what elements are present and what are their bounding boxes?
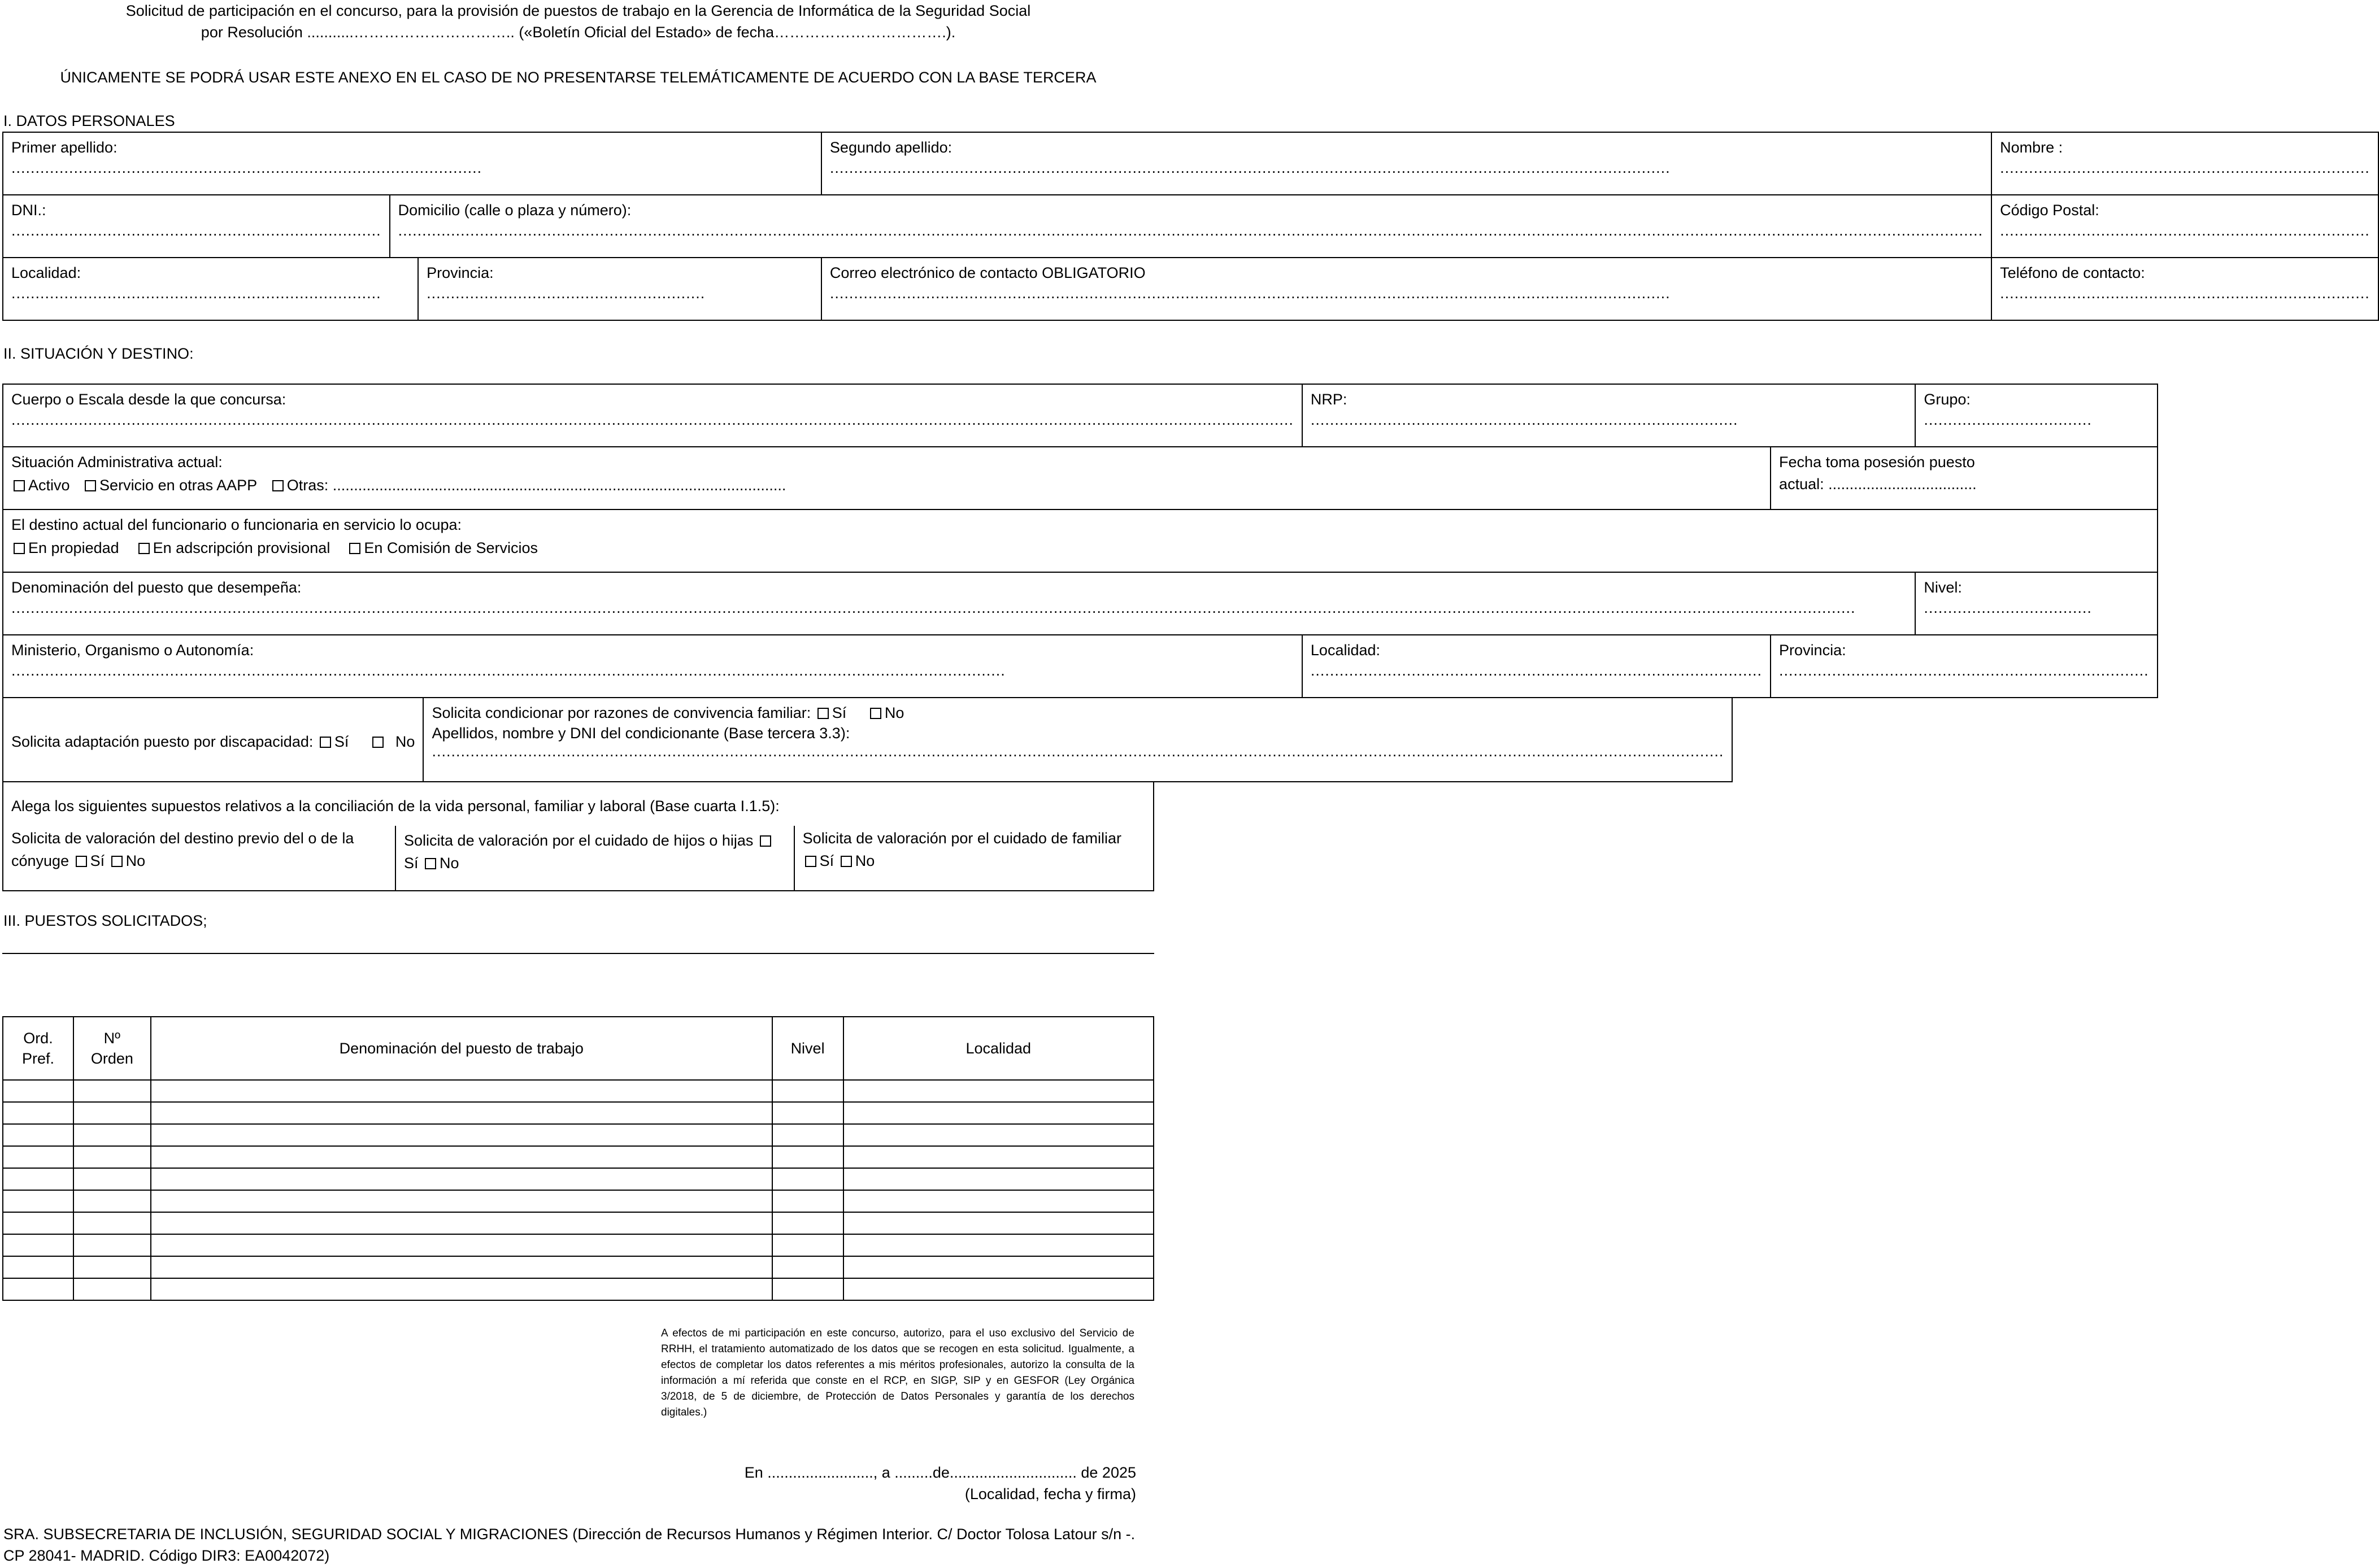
- nombre-field[interactable]: Nombre : .............................................................................: [1991, 132, 2378, 195]
- telefono-field[interactable]: Teléfono de contacto: .............................................................................: [1991, 258, 2378, 320]
- activo-checkbox[interactable]: [14, 480, 25, 491]
- nrp-field[interactable]: NRP: .........................................................................................: [1302, 384, 1915, 447]
- table-row[interactable]: [3, 1124, 1154, 1146]
- table-row[interactable]: [3, 1212, 1154, 1234]
- codigo-postal-field[interactable]: Código Postal: .............................................................................: [1991, 195, 2378, 258]
- table-row[interactable]: [3, 1234, 1154, 1256]
- table-row[interactable]: [3, 1256, 1154, 1278]
- condicionar-si-checkbox[interactable]: [817, 708, 829, 719]
- dni-field[interactable]: DNI.: .............................................................................: [3, 195, 390, 258]
- familiar-no-checkbox[interactable]: [841, 856, 852, 867]
- segundo-apellido-field[interactable]: Segundo apellido: ...............................................................................................................................................................................: [821, 132, 1991, 195]
- otras-checkbox[interactable]: [272, 480, 284, 491]
- section-positions-title: III. PUESTOS SOLICITADOS;: [3, 912, 207, 929]
- correo-field[interactable]: Correo electrónico de contacto OBLIGATORIO ...............................................................................................................................................................................: [821, 258, 1991, 320]
- denominacion-puesto-field[interactable]: Denominación del puesto que desempeña: ................................................................................................................................................................................................................................................................................................................................................................................................: [3, 572, 1915, 635]
- domicilio-field[interactable]: Domicilio (calle o plaza y número): ..........................................................................................................................................................................................................................................................................................................................................: [390, 195, 1991, 258]
- hijos-si-checkbox[interactable]: [760, 835, 771, 847]
- condicionar-no-checkbox[interactable]: [870, 708, 881, 719]
- table-row[interactable]: [3, 1146, 1154, 1168]
- signature-caption: (Localidad, fecha y firma): [964, 1486, 1136, 1502]
- provincia-field[interactable]: Provincia: ..........................................................: [418, 258, 821, 320]
- col-nivel: Nivel: [772, 1017, 843, 1080]
- valoracion-familiar-field: Solicita de valoración por el cuidado de familiar Sí No: [794, 826, 1154, 891]
- cuerpo-field[interactable]: Cuerpo o Escala desde la que concursa: ...........................................................................................................................................................................................................................................................................: [3, 384, 1302, 447]
- adscripcion-provisional-checkbox[interactable]: [138, 543, 150, 554]
- primer-apellido-field[interactable]: Primer apellido: ..................................................................................................: [3, 132, 821, 195]
- ministerio-field[interactable]: Ministerio, Organismo o Autonomía: ...............................................................................................................................................................................................................: [3, 635, 1302, 698]
- alega-field: Alega los siguientes supuestos relativos a la conciliación de la vida personal, familiar y laboral (Base cuarta I.1.5):: [3, 782, 1154, 826]
- table-row[interactable]: [3, 1278, 1154, 1300]
- table-row[interactable]: [3, 1080, 1154, 1102]
- localidad-field[interactable]: Localidad: .............................................................................: [3, 258, 418, 320]
- footer-line-2: CP 28041- MADRID. Código DIR3: EA0042072): [3, 1547, 330, 1564]
- table-row[interactable]: [3, 1168, 1154, 1190]
- conyuge-no-checkbox[interactable]: [111, 856, 123, 867]
- col-localidad: Localidad: [843, 1017, 1154, 1080]
- familiar-si-checkbox[interactable]: [805, 856, 816, 867]
- comision-servicios-checkbox[interactable]: [349, 543, 360, 554]
- provincia-destino-field[interactable]: Provincia: .............................................................................: [1771, 635, 2158, 698]
- col-numero-orden: Nº Orden: [73, 1017, 151, 1080]
- col-denominacion: Denominación del puesto de trabajo: [151, 1017, 772, 1080]
- fecha-toma-posesion-field[interactable]: Fecha toma posesión puesto actual: ...................................: [1771, 447, 2158, 509]
- telematic-notice: ÚNICAMENTE SE PODRÁ USAR ESTE ANEXO EN EL CASO DE NO PRESENTARSE TELEMÁTICAMENTE DE ACUERDO CON LA BASE TERCERA: [60, 69, 1097, 86]
- conciliation-table: [2, 781, 1154, 891]
- table-row[interactable]: [3, 1102, 1154, 1124]
- hijos-no-checkbox[interactable]: [425, 858, 436, 869]
- section-situation-title: II. SITUACIÓN Y DESTINO:: [3, 345, 194, 362]
- footer-address: [3, 1523, 1153, 1566]
- valoracion-conyuge-field: Solicita de valoración del destino previo del o de la cónyuge Sí No: [3, 826, 395, 891]
- localidad-destino-field[interactable]: Localidad: ..............................................................................................: [1302, 635, 1771, 698]
- header-line-2: por Resolución ...........………………………….. («Boletín Oficial del Estado» de fecha…………………………….).: [201, 24, 956, 41]
- nivel-field[interactable]: Nivel: ...................................: [1915, 572, 2157, 635]
- privacy-notice: A efectos de mi participación en este concurso, autorizo, para el uso exclusivo del Servicio de RRHH, el tratamiento automatizado de los datos que se recogen en esta solicitud. Igualmente, a efectos de completar los datos referentes a mis méritos profesionales, autorizo la consulta de la información a mí referida que conste en el RCP, en SIGP, SIP y en GESFOR (Ley Orgánica 3/2018, de 5 de diciembre, de Protección de Datos Personales y garantía de los derechos digitales.): [661, 1327, 1134, 1418]
- table-row[interactable]: [3, 1190, 1154, 1212]
- signature-line[interactable]: En ........................., a .........de.............................. de 2025: [744, 1464, 1136, 1481]
- adaptacion-discapacidad-field: Solicita adaptación puesto por discapacidad: Sí No: [3, 698, 423, 782]
- destino-ocupa-field: El destino actual del funcionario o funcionaria en servicio lo ocupa: En propiedad En adscripción provisional En Comisión de Servicios: [3, 509, 2158, 572]
- col-ord-pref: Ord. Pref.: [3, 1017, 73, 1080]
- adaptacion-no-checkbox[interactable]: [372, 737, 384, 748]
- header-line-1: Solicitud de participación en el concurso, para la provisión de puestos de trabajo en la Gerencia de Informática de la Seguridad Social: [125, 2, 1031, 19]
- conyuge-si-checkbox[interactable]: [76, 856, 87, 867]
- form-header: [0, 0, 1156, 43]
- valoracion-hijos-field: Solicita de valoración por el cuidado de hijos o hijas Sí No: [395, 826, 794, 891]
- footer-line-1: SRA. SUBSECRETARIA DE INCLUSIÓN, SEGURIDAD SOCIAL Y MIGRACIONES (Dirección de Recursos Humanos y Régimen Interior. C/ Doctor Tolosa Latour s/n -.: [3, 1526, 1136, 1543]
- adaptation-table: [2, 697, 1733, 782]
- grupo-field[interactable]: Grupo: ...................................: [1915, 384, 2157, 447]
- servicio-otras-aapp-checkbox[interactable]: [85, 480, 96, 491]
- section-personal-title: I. DATOS PERSONALES: [3, 112, 175, 129]
- situacion-field: Situación Administrativa actual: Activo Servicio en otras AAPP Otras: ...........................................................................................................: [3, 447, 1771, 509]
- section-divider: [2, 953, 1154, 954]
- en-propiedad-checkbox[interactable]: [14, 543, 25, 554]
- adaptacion-si-checkbox[interactable]: [320, 737, 331, 748]
- personal-data-table: [2, 132, 2379, 321]
- condicionar-field: Solicita condicionar por razones de convivencia familiar: Sí No Apellidos, nombre y DNI del condicionante (Base tercera 3.3): .............................................................................................................................................................................................................................................................................: [423, 698, 1732, 782]
- positions-table: [2, 1016, 1154, 1301]
- condicionante-input[interactable]: .............................................................................................................................................................................................................................................................................: [432, 743, 1724, 760]
- situation-table: [2, 384, 2158, 698]
